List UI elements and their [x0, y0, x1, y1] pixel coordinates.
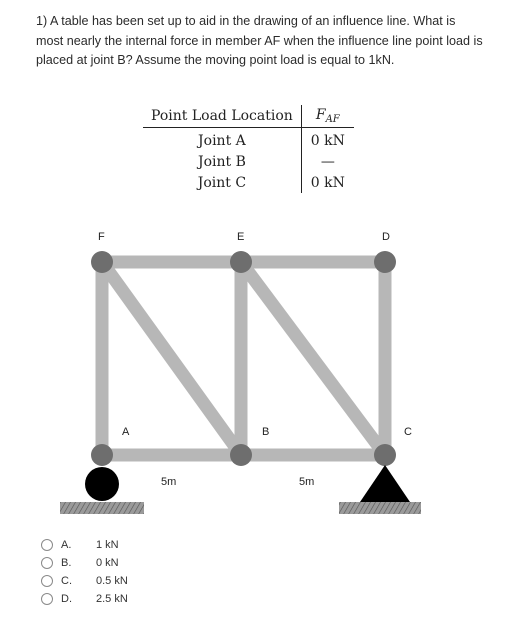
- span-label-left: 5m: [161, 476, 177, 488]
- option-d[interactable]: [41, 591, 241, 609]
- option-letter: B.: [61, 557, 72, 569]
- joint-d: [374, 251, 396, 273]
- option-letter: A.: [61, 539, 72, 551]
- radio-button[interactable]: [41, 539, 53, 551]
- radio-button[interactable]: [41, 575, 53, 587]
- table-cell-force: 0 kN: [301, 128, 354, 152]
- joint-b: [230, 444, 252, 466]
- option-letter: C.: [61, 575, 72, 587]
- label-e: E: [237, 231, 245, 243]
- truss-members: [102, 262, 385, 455]
- radio-button[interactable]: [41, 557, 53, 569]
- table-cell-force: —: [301, 151, 354, 172]
- force-subscript: AF: [325, 114, 340, 125]
- joint-f: [91, 251, 113, 273]
- option-a[interactable]: [41, 537, 241, 555]
- label-c: C: [404, 426, 412, 438]
- option-c[interactable]: [41, 573, 241, 591]
- joint-c: [374, 444, 396, 466]
- option-text: 0 kN: [96, 557, 119, 569]
- option-letter: D.: [61, 593, 72, 605]
- ground-left-icon: [60, 502, 144, 514]
- label-b: B: [262, 426, 270, 438]
- span-label-right: 5m: [299, 476, 315, 488]
- label-f: F: [98, 231, 105, 243]
- label-d: D: [382, 231, 390, 243]
- table-header-location: Point Load Location: [143, 105, 301, 128]
- table-cell-force: 0 kN: [301, 172, 354, 193]
- option-b[interactable]: [41, 555, 241, 573]
- radio-button[interactable]: [41, 593, 53, 605]
- ground-right-icon: [339, 502, 421, 514]
- label-a: A: [122, 426, 130, 438]
- joint-e: [230, 251, 252, 273]
- pin-support-icon: [360, 465, 410, 502]
- question-text: 1) A table has been set up to aid in the drawing of an influence line. What is most nearly the internal force in member AF when the influence line point load is placed at joint B? Assume the moving point load is equal to 1kN.: [36, 14, 483, 67]
- table-cell-location: Joint B: [197, 153, 246, 170]
- option-text: 0.5 kN: [96, 575, 128, 587]
- force-symbol: F: [315, 107, 326, 123]
- table-cell-location: Joint A: [198, 132, 246, 149]
- joint-a: [91, 444, 113, 466]
- option-text: 1 kN: [96, 539, 119, 551]
- roller-support-icon: [85, 467, 119, 501]
- table-cell-location: Joint C: [197, 174, 247, 191]
- option-text: 2.5 kN: [96, 593, 128, 605]
